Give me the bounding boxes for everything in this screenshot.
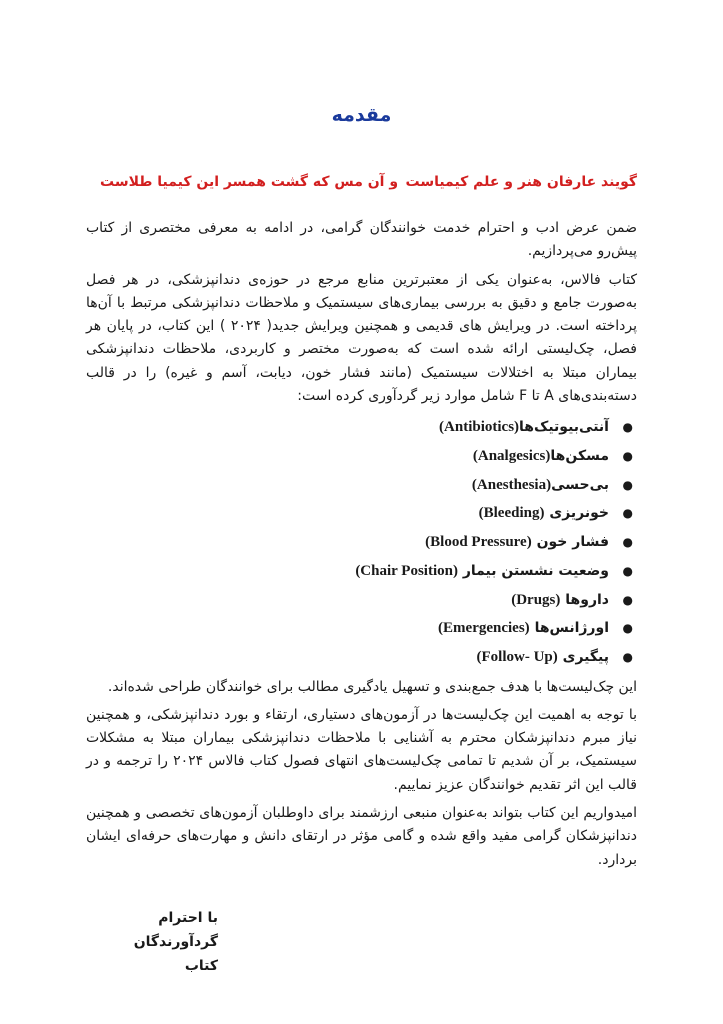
list-item-en: (Drugs) [511,591,561,608]
list-item-en: (Bleeding) [478,505,545,522]
checklist-categories [86,413,637,671]
list-item-fa: اورژانس‌ها [534,620,609,637]
list-item-blood-pressure [86,528,637,557]
signature-regards: با احترام [158,910,218,926]
paragraph-intro: ضمن عرض ادب و احترام خدمت خوانندگان گرامی، در ادامه به معرفی مختصری از کتاب پیش‌رو می‌پردازیم. [86,220,637,260]
bullet-icon: ● [622,621,633,636]
list-item-chair-position [86,557,637,586]
list-item-fa: داروها [565,591,609,608]
list-item-fa: وضعیت نشستن بیمار [462,562,609,579]
paragraph-hope: امیدواریم این کتاب بتواند به‌عنوان منبعی ارزشمند برای داوطلبان آزمون‌های تخصصی و همچنین دندانپزشکان گرامی مفید واقع شده و گامی مؤثر در ارتقای دانش و مهارت‌های حرفه‌ای ایشان بردارد. [86,805,637,868]
list-item-fa: بی‌حسی [551,476,609,493]
poem-verse [100,174,637,190]
paragraph-importance: با توجه به اهمیت این چک‌لیست‌ها در آزمون‌های دستیاری، ارتقاء و بورد دندانپزشکی، و همچنین نیاز مبرم دندانپزشکان محترم به آشنایی با ملاحظات دندانپزشکی بیماران مبتلا به مشکلات سیستمیک، بر آن شدیم تا تمامی چک‌لیست‌های انتهای فصول کتاب فالاس ۲۰۲۴ را ترجمه و در قالب این اثر تقدیم خوانندگان عزیز نماییم. [86,706,638,793]
list-item-en: (Analgesics) [472,448,551,465]
bullet-icon: ● [622,449,633,464]
verse-hemistich-left: و آن مس که گشت همسر این کیمیا طلاست [100,174,399,190]
list-item-fa: پیگیری [562,648,609,665]
bullet-icon: ● [622,477,633,492]
bullet-icon: ● [622,649,633,664]
list-item-antibiotics [86,413,637,442]
bullet-icon: ● [622,535,633,550]
list-item-fa: آنتی‌بیوتیک‌ها [519,419,609,436]
verse-hemistich-right: گویند عارفان هنر و علم کیمیاست [405,174,637,190]
list-item-fa: خونریزی [549,505,609,522]
list-item-en: (Chair Position) [355,562,458,579]
list-item-en: (Follow- Up) [476,648,558,665]
list-item-analgesics [86,442,637,471]
page-title: مقدمه [331,104,392,126]
bullet-icon: ● [622,592,633,607]
list-item-en: (Anesthesia) [471,476,552,493]
signature-block [98,906,218,978]
list-item-drugs [86,586,637,615]
paragraph-purpose: این چک‌لیست‌ها با هدف جمع‌بندی و تسهیل یادگیری مطالب برای خوانندگان طراحی شده‌اند. [107,678,637,695]
bullet-icon: ● [622,506,633,521]
bullet-icon: ● [622,420,633,435]
list-item-en: (Emergencies) [438,620,530,637]
body-text [86,217,637,877]
list-item-fa: فشار خون [536,534,609,551]
bullet-icon: ● [622,563,633,578]
list-item-en: (Blood Pressure) [425,534,532,551]
list-item-bleeding [86,499,637,528]
list-item-fa: مسکن‌ها [550,448,609,465]
list-item-follow-up [86,643,637,672]
list-item-en: (Antibiotics) [439,419,520,436]
paragraph-about-book: کتاب فالاس، به‌عنوان یکی از معتبرترین منابع مرجع در حوزه‌ی دندانپزشکی، در هر فصل به‌صورت جامع و دقیق به بررسی بیماری‌های سیستمیک و ملاحظات دندانپزشکی مرتبط با آن‌ها پرداخته است. در ویرایش های قدیمی و همچنین ویرایش جدید( ۲۰۲۴ ) این کتاب، در پایان هر فصل، چک‌لیستی ارائه شده است که به‌صورت مختصر و کاربردی، ملاحظات دندانپزشکی بیماران مبتلا به اختلالات سیستمیک (مانند فشار خون، دیابت، آسم و غیره) را در قالب دسته‌بندی‌های A تا F شامل موارد زیر گردآوری کرده است: [86,271,637,405]
signature-compilers: گردآورندگان کتاب [133,934,218,974]
list-item-emergencies [86,614,637,643]
list-item-anesthesia [86,471,637,500]
